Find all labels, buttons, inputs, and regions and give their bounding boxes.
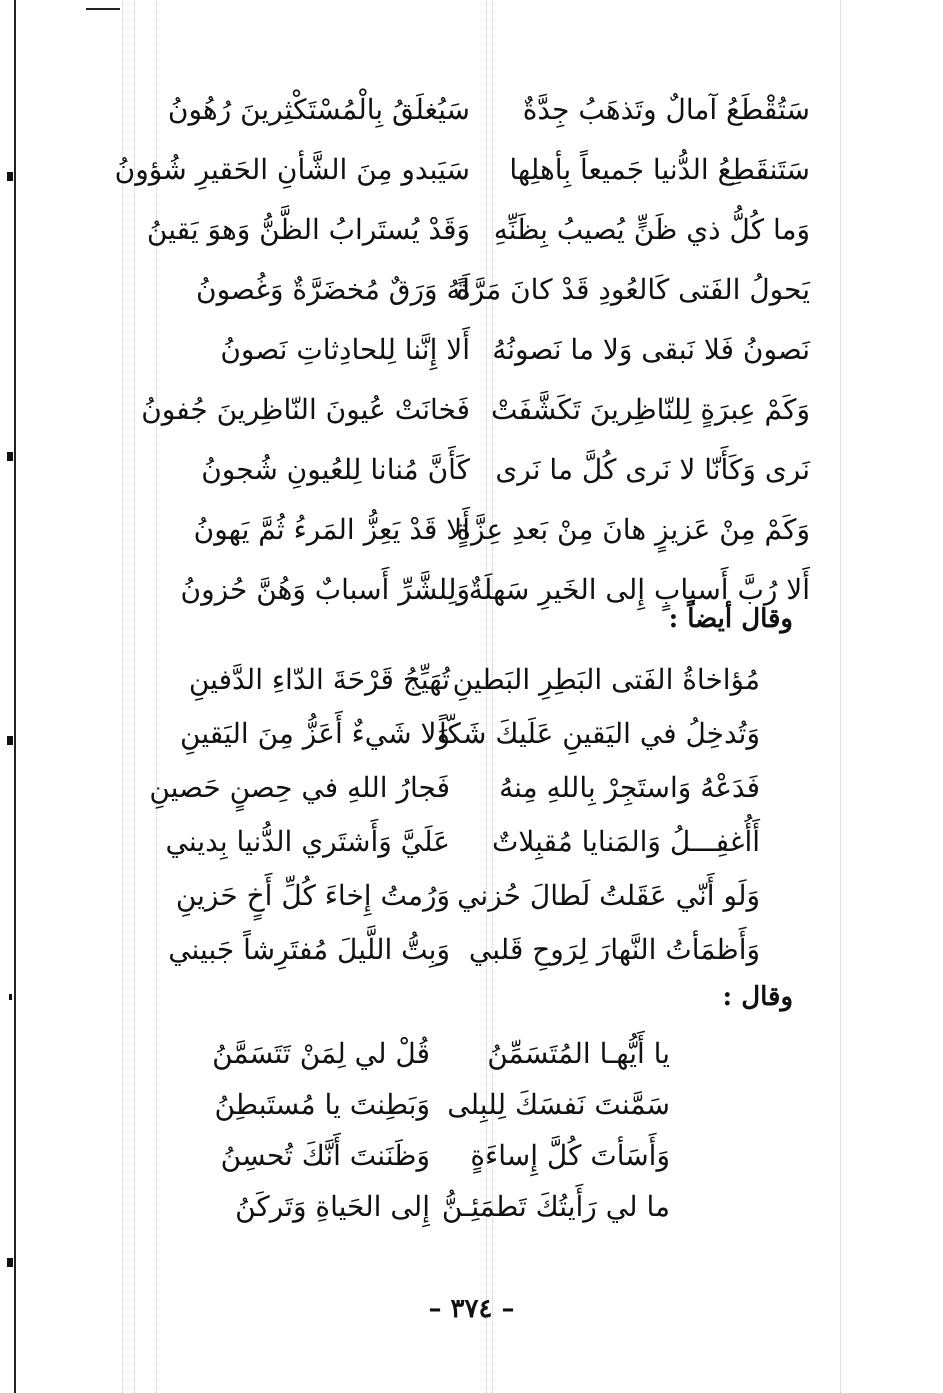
verse-second-hemistich: سَيَبدو مِنَ الشَّأنِ الحَقيرِ شُؤونُ xyxy=(114,153,470,186)
verse-row xyxy=(200,1183,670,1234)
verse-second-hemistich: لَهُ وَرَقٌ مُخضَرَّةٌ وَغُصونُ xyxy=(196,273,470,306)
poem-2 xyxy=(149,656,760,980)
scan-guide-line xyxy=(840,0,841,1393)
poem-1 xyxy=(114,86,810,626)
verse-second-hemistich: وَبِتُّ اللَّيلَ مُفتَرِشاً جَبيني xyxy=(168,933,450,966)
verse-second-hemistich: وَلا شَيءٌ أَعَزُّ مِنَ اليَقينِ xyxy=(180,717,450,750)
verse-row xyxy=(200,1132,670,1183)
verse-first-hemistich: وَكَمْ مِنْ عَزيزٍ هانَ مِنْ بَعدِ عِزَّةٍ xyxy=(456,513,810,546)
poem-3 xyxy=(200,1030,670,1234)
verse-first-hemistich: وَما كُلُّ ذي ظَنٍّ يُصيبُ بِظَنِّهِ xyxy=(493,213,810,246)
verse-row xyxy=(120,446,810,506)
verse-second-hemistich: وَرُمتُ إِخاءَ كُلِّ أَخٍ حَزينِ xyxy=(175,879,450,912)
verse-row xyxy=(160,656,760,710)
verse-first-hemistich: نَصونُ فَلا نَبقى وَلا ما نَصونُهُ xyxy=(492,333,810,366)
verse-row xyxy=(160,926,760,980)
binding-line xyxy=(14,0,16,1393)
verse-row xyxy=(120,386,810,446)
verse-row xyxy=(120,206,810,266)
binding-mark xyxy=(7,452,13,461)
verse-second-hemistich: إِلى الحَياةِ وَتَركَنُ xyxy=(235,1190,430,1223)
binding-mark xyxy=(7,172,13,181)
page-number: – ٣٧٤ – xyxy=(428,1294,515,1324)
verse-second-hemistich: عَلَيَّ وَأَشتَري الدُّنيا بِديني xyxy=(165,825,450,858)
verse-second-hemistich: قُلْ لي لِمَنْ تَتَسَمَّنُ xyxy=(212,1037,430,1070)
verse-first-hemistich: فَدَعْهُ وَاستَجِرْ بِاللهِ مِنهُ xyxy=(499,771,760,804)
verse-second-hemistich: فَخانَتْ عُيونَ النّاظِرينَ جُفونُ xyxy=(141,393,470,426)
top-rule xyxy=(86,8,120,10)
binding-mark xyxy=(9,994,12,1000)
verse-row xyxy=(120,86,810,146)
verse-row xyxy=(114,146,810,206)
verse-row xyxy=(149,764,760,818)
verse-second-hemistich: وَبَطِنتَ يا مُستَبطِنُ xyxy=(214,1088,430,1121)
verse-first-hemistich: وَتُدخِلُ في اليَقينِ عَلَيكَ شَكّاً xyxy=(438,717,760,750)
verse-second-hemistich: أَلا إِنَّنا لِلحادِثاتِ نَصونُ xyxy=(220,333,470,366)
section-heading: وقال أيضاً : xyxy=(668,604,793,634)
verse-first-hemistich: سَمَّنتَ نَفسَكَ لِلبِلى xyxy=(447,1088,670,1121)
verse-second-hemistich: وَظَنَنتَ أَنَّكَ تُحسِنُ xyxy=(220,1139,430,1172)
verse-first-hemistich: ما لي رَأَيتُكَ تَطمَئِـنُّ xyxy=(441,1190,670,1223)
verse-first-hemistich: نَرى وَكَأَنّا لا نَرى كُلَّ ما نَرى xyxy=(495,453,810,486)
verse-row xyxy=(120,266,810,326)
verse-first-hemistich: أَلا رُبَّ أَسبابٍ إِلى الخَيرِ سَهلَةٌ xyxy=(468,573,810,606)
verse-row xyxy=(120,326,810,386)
verse-second-hemistich: تُهَيِّجُ قَرْحَةَ الدّاءِ الدَّفينِ xyxy=(188,663,450,696)
verse-first-hemistich: وَلَو أَنّي عَقَلتُ لَطالَ حُزني xyxy=(457,879,760,912)
verse-first-hemistich: سَتَنقَطِعُ الدُّنيا جَميعاً بِأهلِها xyxy=(509,153,810,186)
verse-second-hemistich: فَجارُ اللهِ في حِصنٍ حَصينِ xyxy=(149,771,450,804)
verse-second-hemistich: أَلا قَدْ يَعِزُّ المَرءُ ثُمَّ يَهونُ xyxy=(193,513,470,546)
verse-second-hemistich: كَأَنَّ مُنانا لِلعُيونِ شُجونُ xyxy=(201,453,470,486)
verse-row xyxy=(200,1030,670,1081)
section-heading: وقال : xyxy=(722,982,793,1012)
verse-row xyxy=(200,1081,670,1132)
verse-first-hemistich: سَتُقْطَعُ آمالٌ وتَذهَبُ جِدَّةٌ xyxy=(522,93,810,126)
binding-mark xyxy=(7,1258,13,1267)
verse-row xyxy=(160,710,760,764)
verse-first-hemistich: مُؤاخاةُ الفَتى البَطِرِ البَطينِ xyxy=(452,663,760,696)
verse-first-hemistich: أَأُغفِـــلُ وَالمَنايا مُقبِلاتٌ xyxy=(492,825,760,858)
verse-second-hemistich: سَيُغلَقُ بِالْمُسْتَكْثِرينَ رُهُونُ xyxy=(167,93,470,126)
verse-row xyxy=(160,872,760,926)
verse-first-hemistich: وَأَظمَأتُ النَّهارَ لِرَوحِ قَلبي xyxy=(468,933,760,966)
verse-row xyxy=(120,506,810,566)
verse-row xyxy=(160,818,760,872)
verse-first-hemistich: وَكَمْ عِبرَةٍ لِلنّاظِرينَ تَكَشَّفَتْ xyxy=(491,393,810,426)
verse-first-hemistich: يا أَيُّهـا المُتَسَمِّنُ xyxy=(487,1037,670,1070)
binding-mark xyxy=(7,736,13,745)
verse-second-hemistich: وَلِلشَّرِّ أَسبابٌ وَهُنَّ حُزونُ xyxy=(180,573,470,606)
verse-second-hemistich: وَقَدْ يُستَرابُ الظَّنُّ وَهوَ يَقينُ xyxy=(146,213,470,246)
verse-first-hemistich: يَحولُ الفَتى كَالعُودِ قَدْ كانَ مَرَّةً xyxy=(456,273,810,306)
verse-first-hemistich: وَأَسَأتَ كُلَّ إِساءَةٍ xyxy=(470,1139,670,1172)
